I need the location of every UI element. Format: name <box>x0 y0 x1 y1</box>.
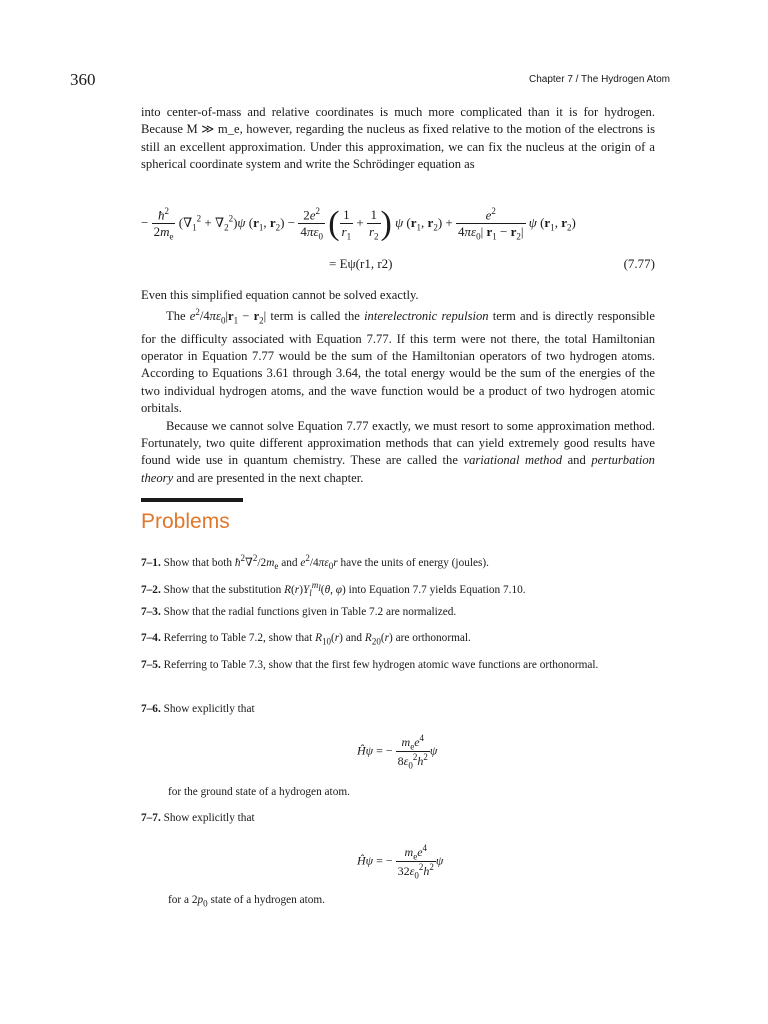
problem-7-1: 7–1. Show that both $ħ^2\nabla^2/2m_e$ and $e^2/4\pi\varepsilon_0r$ have the units of energy (joules). <box>141 553 490 572</box>
paragraph-4: Because we cannot solve Equation 7.77 exactly, we must resort to some approximation method. Fortunately, two quite different approximation methods that can yield extremely good results have found wide use in quantum chemistry. These are called the variational method and perturbation theory and are presented in the next chapter. <box>141 418 655 485</box>
running-head: Chapter 7 / The Hydrogen Atom <box>528 74 670 85</box>
page-number: 360 <box>70 70 96 89</box>
paragraph-1 <box>141 104 655 174</box>
problem-7-7-equation: Ĥψ = − $\frac{m_ee^4}{32\varepsilon_0^2h^2}$ ψ <box>357 843 444 881</box>
problem-7-6: 7–6. Show explicitly that <box>141 703 255 715</box>
section-rule <box>141 498 243 502</box>
repulsion-fraction: $\frac{e^2}{4\pi\varepsilon_0| r_1 - r_2|}$ <box>457 206 524 242</box>
problem-7-4: 7–4. Referring to Table 7.2, show that $R_{10}(r)$ and $R_{20}(r)$ are orthonormal. <box>141 632 471 647</box>
problem-7-6-equation: Ĥψ = − $\frac{m_ee^4}{8\varepsilon_0^2h^2}$ ψ <box>357 733 438 771</box>
paragraph-3: The $e^2/4\pi\varepsilon_0|r_1 - r_2|$ term is called the interelectronic repulsion term and is directly responsible for the difficulty associated with Equation 7.77. If this term were not there, the total Hamiltonian operator in Equation 7.77 would be the sum of the Hamiltonian operators of two hydrogen atoms. According to Equations 3.61 through 3.64, the total energy would be the sum of the energies of the two individual hydrogen atoms, and the wave function would be a product of two hydrogen atomic orbitals. <box>141 307 655 416</box>
problem-7-7-condition: for a $2p_0$ state of a hydrogen atom. <box>168 894 325 909</box>
paragraph-1-text: into center-of-mass and relative coordinates is much more complicated than it is for hydrogen. Because M ≫ m_e, however, regarding the nucleus as fixed relative to the motion of the electrons is still an excellent approximation. Under this approximation, we can fix the nucleus at the origin of a spherical coordinate system and write the Schrödinger equation as <box>141 105 655 172</box>
schrodinger-equation: − $\frac{ħ^2}{2m_e}$ $(\nabla_1^2 + \nabla_2^2)\psi$ ($r_1$, $r_2$) − $\frac{2e^2}{4\pi\varepsilon_0}$ ( $\frac{1}{r_1}$ + $\frac{1}{r_2}$ ) ψ ($r_1$, $r_2$) + $\frac{e^2}{4\pi\varepsilon_0| r_1 - r_2|}$ ψ ($r_1$, $r_2$) <box>141 204 576 242</box>
paragraphs-2-4 <box>141 287 655 487</box>
equation-number: (7.77) <box>623 256 655 271</box>
paragraph-2-text: Even this simplified equation cannot be solved exactly. <box>141 288 419 302</box>
problem-7-5: 7–5. Referring to Table 7.3, show that the first few hydrogen atomic wave functions are orthonormal. <box>141 659 599 671</box>
section-heading: Problems <box>141 510 230 533</box>
problem-7-3: 7–3. Show that the radial functions given in Table 7.2 are normalized. <box>141 606 457 618</box>
problem-7-2: 7–2. Show that the substitution $R(r)Y_l^{m_l}(\theta$, φ) into Equation 7.7 yields Equation 7.10. <box>141 580 526 599</box>
problem-7-6-condition: for the ground state of a hydrogen atom. <box>168 786 350 798</box>
equation-rhs: = Eψ(r1, r2) <box>329 256 393 271</box>
attraction-fraction: $\frac{2e^2}{4\pi\varepsilon_0}$ <box>300 206 323 242</box>
kinetic-fraction: $\frac{ħ^2}{2m_e}$ <box>153 206 174 242</box>
problem-7-7: 7–7. Show explicitly that <box>141 812 255 824</box>
